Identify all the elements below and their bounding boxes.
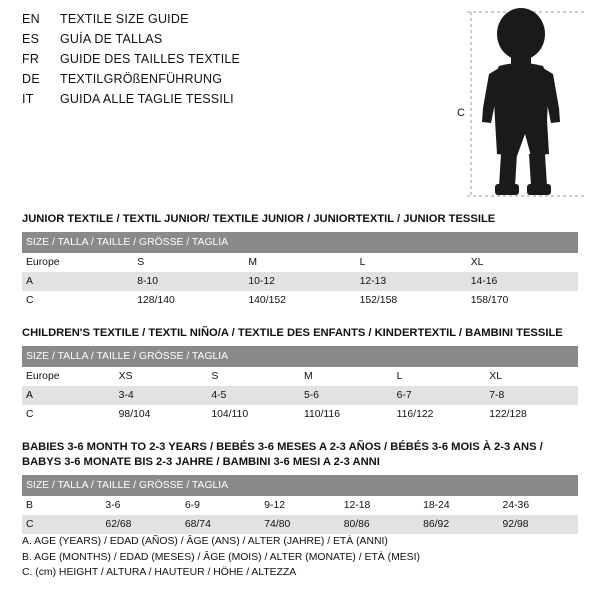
cell: 12-13 xyxy=(356,272,467,291)
cell: 98/104 xyxy=(115,405,208,424)
language-code: ES xyxy=(22,32,40,46)
cell: 3-4 xyxy=(115,386,208,405)
legend-line-a: A. AGE (YEARS) / EDAD (AÑOS) / ÂGE (ANS) / ALTER (JAHRE) / ETÀ (ANNI) xyxy=(22,536,388,547)
table-band-header xyxy=(22,475,578,496)
cell: 122/128 xyxy=(485,405,578,424)
row-label: A xyxy=(22,386,115,405)
row-label: B xyxy=(22,496,101,515)
band-label: SIZE / TALLA / TAILLE / GRÖSSE / TAGLIA xyxy=(22,232,578,253)
header-row xyxy=(22,32,442,52)
guide-title: TEXTILGRÖßENFÜHRUNG xyxy=(60,72,223,86)
table-row xyxy=(22,253,578,272)
spacer xyxy=(22,424,578,440)
language-code: EN xyxy=(22,12,40,26)
babies-section-title: BABIES 3-6 MONTH TO 2-3 YEARS / BEBÉS 3-6 MESES A 2-3 AÑOS / BÉBÉS 3-6 MOIS À 2-3 ANS / BABYS 3-6 MONATE BIS 2-3 JAHRE / BAMBINI 3-6 MESI A 2-3 ANNI xyxy=(22,441,543,468)
cell: 152/158 xyxy=(356,291,467,310)
children-section-title: CHILDREN'S TEXTILE / TEXTIL NIÑO/A / TEXTILE DES ENFANTS / KINDERTEXTIL / BAMBINI TESSILE xyxy=(22,327,563,339)
cell: 24-36 xyxy=(499,496,578,515)
cell: 68/74 xyxy=(181,515,260,534)
cell: 5-6 xyxy=(300,386,393,405)
row-label: Europe xyxy=(22,367,115,386)
cell: 80/86 xyxy=(340,515,419,534)
guide-title: GUIDE DES TAILLES TEXTILE xyxy=(60,52,241,66)
header-row xyxy=(22,52,442,72)
cell: 86/92 xyxy=(419,515,498,534)
cell: 116/122 xyxy=(393,405,486,424)
row-label: Europe xyxy=(22,253,133,272)
legend-line-c: C. (cm) HEIGHT / ALTURA / HAUTEUR / HÖHE / ALTEZZA xyxy=(22,567,297,578)
cell: S xyxy=(207,367,300,386)
cell: XL xyxy=(467,253,578,272)
cell: 10-12 xyxy=(244,272,355,291)
language-code: FR xyxy=(22,52,40,66)
cell: 8-10 xyxy=(133,272,244,291)
table-row xyxy=(22,515,578,534)
cell: 110/116 xyxy=(300,405,393,424)
cell: M xyxy=(300,367,393,386)
cell: XS xyxy=(115,367,208,386)
legend-line-b: B. AGE (MONTHS) / EDAD (MESES) / ÂGE (MOIS) / ALTER (MONATE) / ETÀ (MESI) xyxy=(22,551,420,563)
guide-title: GUÍA DE TALLAS xyxy=(60,32,163,46)
language-code: IT xyxy=(22,92,34,106)
junior-section-title: JUNIOR TEXTILE / TEXTIL JUNIOR/ TEXTILE JUNIOR / JUNIORTEXTIL / JUNIOR TESSILE xyxy=(22,213,496,225)
cell: 18-24 xyxy=(419,496,498,515)
table-row xyxy=(22,496,578,515)
cell: 158/170 xyxy=(467,291,578,310)
cell: 74/80 xyxy=(260,515,339,534)
children-size-table xyxy=(22,346,578,424)
cell: 62/68 xyxy=(101,515,180,534)
table-row xyxy=(22,272,578,291)
band-label: SIZE / TALLA / TAILLE / GRÖSSE / TAGLIA xyxy=(22,346,578,367)
row-label: C xyxy=(22,515,101,534)
cell: 128/140 xyxy=(133,291,244,310)
table-row xyxy=(22,367,578,386)
cell: 14-16 xyxy=(467,272,578,291)
language-title-block xyxy=(22,12,442,112)
height-measure-label: C xyxy=(457,107,465,119)
cell: 4-5 xyxy=(207,386,300,405)
guide-title: GUIDA ALLE TAGLIE TESSILI xyxy=(60,92,234,106)
cell: 104/110 xyxy=(207,405,300,424)
cell: 12-18 xyxy=(340,496,419,515)
header-row xyxy=(22,92,442,112)
cell: 6-7 xyxy=(393,386,486,405)
spacer xyxy=(22,310,578,326)
header-row xyxy=(22,72,442,92)
row-label: C xyxy=(22,405,115,424)
cell: XL xyxy=(485,367,578,386)
language-code: DE xyxy=(22,72,40,86)
junior-size-table xyxy=(22,232,578,310)
guide-title: TEXTILE SIZE GUIDE xyxy=(60,12,189,26)
table-row xyxy=(22,291,578,310)
table-band-header xyxy=(22,232,578,253)
cell: 6-9 xyxy=(181,496,260,515)
cell: 140/152 xyxy=(244,291,355,310)
table-row xyxy=(22,386,578,405)
cell: S xyxy=(133,253,244,272)
cell: 9-12 xyxy=(260,496,339,515)
header-row xyxy=(22,12,442,32)
legend-block xyxy=(22,534,578,581)
row-label: C xyxy=(22,291,133,310)
cell: 92/98 xyxy=(499,515,578,534)
table-row xyxy=(22,405,578,424)
cell: L xyxy=(356,253,467,272)
cell: L xyxy=(393,367,486,386)
cell: M xyxy=(244,253,355,272)
babies-size-table xyxy=(22,475,578,534)
table-band-header xyxy=(22,346,578,367)
size-tables xyxy=(22,212,578,534)
cell: 3-6 xyxy=(101,496,180,515)
cell: 7-8 xyxy=(485,386,578,405)
band-label: SIZE / TALLA / TAILLE / GRÖSSE / TAGLIA xyxy=(22,475,578,496)
child-silhouette-figure xyxy=(455,4,595,204)
row-label: A xyxy=(22,272,133,291)
